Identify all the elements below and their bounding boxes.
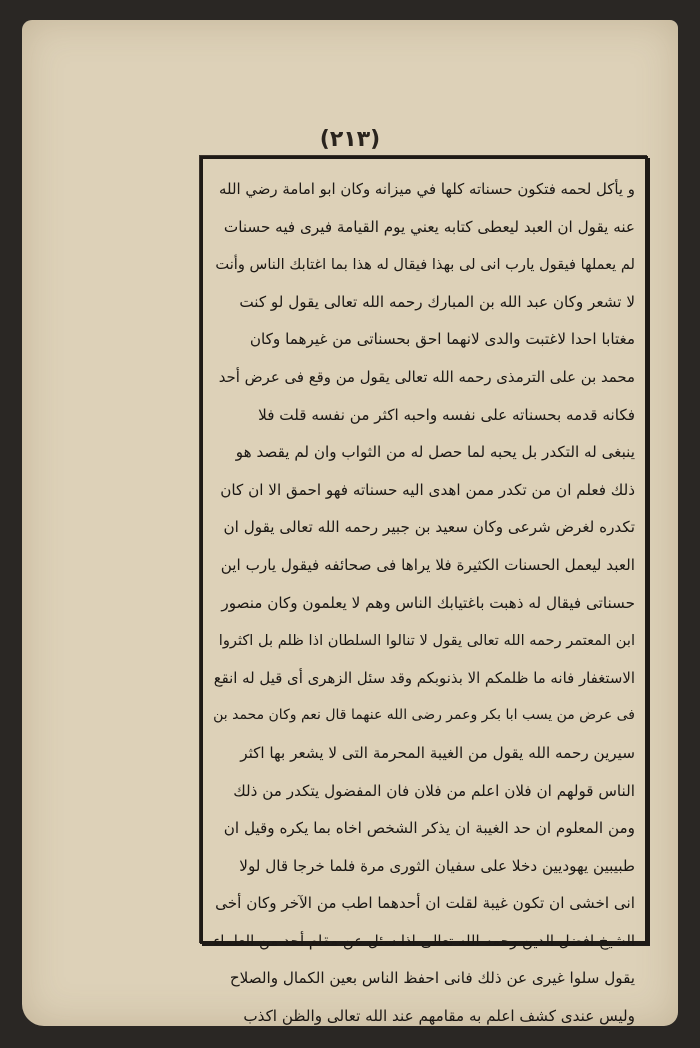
text-line: العبد ليعمل الحسنات الكثيرة فلا يراها فى صحائفه فيقول يارب اين <box>220 555 635 574</box>
text-line: ومن المعلوم ان حد الغيبة ان يذكر الشخص اخاه بما يكره وقيل ان <box>223 819 635 838</box>
text-frame <box>200 156 648 1026</box>
text-line: و يأكل لحمه فتكون حسناته كلها في ميزانه وكان ابو امامة رضي الله <box>219 180 635 198</box>
text-line: لم يعملها فيقول يارب انى لى بهذا فيقال له هذا بما اغتابك الناس وأنت <box>215 256 635 274</box>
text-line: وليس عندى كشف اعلم به مقامهم عند الله تعالى والظن اكذب <box>243 1007 635 1026</box>
text-line: انى اخشى ان تكون غيبة لقلت ان أحدهما اطب من الآخر وكان أخى <box>215 894 635 913</box>
text-line: سيرين رحمه الله يقول من الغيبة المحرمة التى لا يشعر بها اكثر <box>240 743 635 762</box>
text-line: تكدره لغرض شرعى وكان سعيد بن جبير رحمه الله تعالى يقول ان <box>223 518 635 537</box>
text-line: مغتابا احدا لاغتبت والدى لانهما احق بحسناتى من غيرهما وكان <box>249 330 635 349</box>
text-line: الناس قولهم ان فلان اعلم من فلان فان المفضول يتكدر من ذلك <box>233 781 635 800</box>
text-line: الاستغفار فانه ما ظلمكم الا بذنوبكم وقد سئل الزهرى أى قيل له انقع <box>213 668 635 687</box>
text-line: فى عرض من يسب ابا بكر وعمر رضى الله عنهما قال نعم وكان محمد بن <box>213 707 635 724</box>
text-line: ينبغى له التكدر بل يحبه لما حصل له من الثواب وان لم يقصد هو <box>235 443 635 462</box>
text-line: حسناتى فيقال له ذهبت باغتيابك الناس وهم لا يعلمون وكان منصور <box>221 593 635 612</box>
text-line: ابن المعتمر رحمه الله تعالى يقول لا تنالوا السلطان اذا ظلم بل اكثروا <box>218 632 635 650</box>
text-line: الشيخ افضل الدين رحمه الله تعالى اذا سئل عن مقام أحد من العلماء <box>213 931 635 950</box>
text-line: فكانه قدمه بحسناته على نفسه واحبه اكثر من نفسه قلت فلا <box>258 405 635 424</box>
text-line: لا تشعر وكان عبد الله بن المبارك رحمه الله تعالى يقول لو كنت <box>239 292 635 311</box>
text-block <box>213 171 635 1026</box>
text-line: عنه يقول ان العبد ليعطى كتابه يعني يوم القيامة فيرى فيه حسنات <box>223 217 635 236</box>
text-line: ذلك فعلم ان من تكدر ممن اهدى اليه حسناته فهو احمق الا ان كان <box>220 480 635 499</box>
page-number: (٢١٣) <box>319 127 381 152</box>
text-line: يقول سلوا غيرى عن ذلك فانى احفظ الناس بعين الكمال والصلاح <box>229 969 635 988</box>
text-line: طبيبين يهوديين دخلا على سفيان الثورى مرة فلما خرجا قال لولا <box>239 856 635 875</box>
text-line: محمد بن على الترمذى رحمه الله تعالى يقول من وقع فى عرض أحد <box>218 367 635 386</box>
book-page <box>22 20 678 1026</box>
